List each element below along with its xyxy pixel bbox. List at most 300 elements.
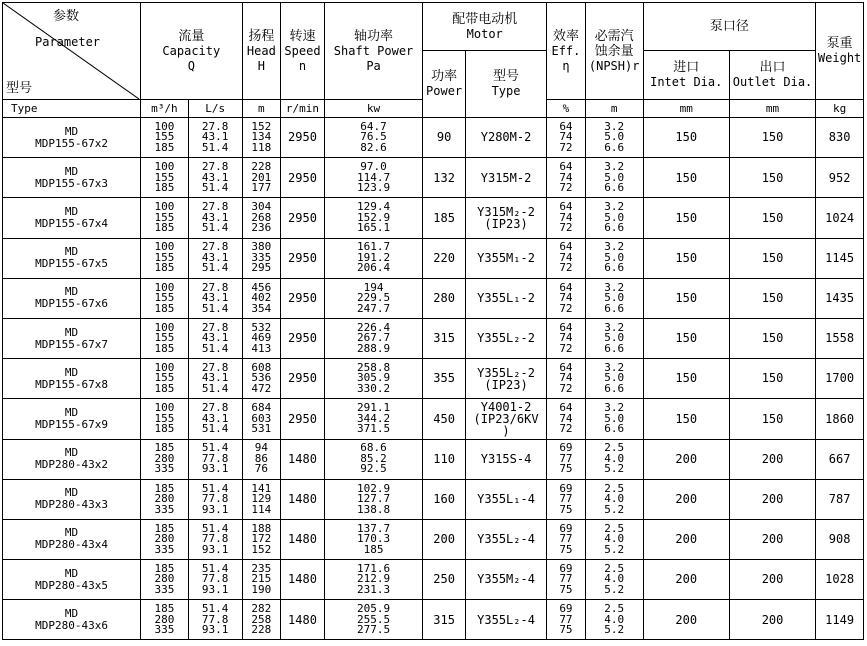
model-cell-line: MD	[64, 606, 79, 620]
efficiency-cell-line: 69	[559, 481, 573, 495]
efficiency-cell-line: 77	[559, 451, 573, 465]
capacity-ls-cell-line: 43.1	[201, 130, 229, 144]
shaft-power-cell	[324, 479, 422, 519]
spec-table-container	[2, 2, 864, 640]
capacity-m3h-cell-line: 185	[154, 181, 175, 195]
shaft-power-header	[324, 3, 422, 100]
capacity-ls-cell	[188, 519, 242, 559]
capacity-m3h-cell-line: 335	[154, 623, 175, 637]
motor-type-cell-line: Y355L₁-2	[477, 291, 535, 306]
npsh-cell-line: 2.5	[604, 521, 625, 535]
npsh-cell-line: 5.0	[604, 331, 625, 345]
npsh-cell	[585, 560, 643, 600]
head-cell-line: 86	[254, 451, 268, 465]
npsh-cell-line: 6.6	[604, 261, 625, 275]
efficiency-cell-line: 64	[559, 119, 573, 133]
head-cell	[242, 399, 281, 439]
table-row	[3, 359, 864, 399]
outlet-dia-cell	[729, 439, 815, 479]
unit-head: m	[242, 100, 281, 118]
table-row	[3, 118, 864, 158]
efficiency-cell-line: 77	[559, 492, 573, 506]
eff-en: Eff.	[551, 43, 581, 58]
weight-cell-line: 787	[828, 492, 851, 507]
model-cell	[3, 278, 141, 318]
efficiency-cell-line: 75	[559, 623, 573, 637]
table-body	[3, 118, 864, 640]
weight-zh: 泵重	[826, 36, 853, 51]
head-cell-line: 215	[251, 572, 272, 586]
motor-power-cell-line: 132	[433, 170, 455, 185]
inlet-dia-cell-line: 200	[675, 612, 698, 627]
capacity-m3h-cell	[141, 238, 189, 278]
capacity-m3h-cell	[141, 479, 189, 519]
capacity-m3h-cell-line: 100	[154, 320, 175, 334]
shaft-power-cell-line: 305.9	[356, 371, 391, 385]
weight-cell	[816, 359, 864, 399]
speed-cell-line: 1480	[288, 572, 317, 587]
capacity-ls-cell-line: 27.8	[201, 401, 229, 415]
motor-type-cell	[465, 118, 546, 158]
motor-type-cell-line: Y355L₂-4	[477, 532, 535, 547]
capacity-ls-cell-line: 43.1	[201, 331, 229, 345]
capacity-m3h-cell	[141, 560, 189, 600]
speed-en: Speed	[284, 43, 321, 58]
npsh-cell-line: 4.0	[604, 612, 625, 626]
capacity-ls-cell	[188, 600, 242, 640]
speed-cell	[281, 479, 325, 519]
capacity-m3h-cell-line: 155	[154, 170, 175, 184]
table-row	[3, 278, 864, 318]
npsh-cell	[585, 439, 643, 479]
head-en: Head	[246, 43, 276, 58]
shaft-power-cell	[324, 238, 422, 278]
speed-cell-line: 2950	[288, 130, 317, 145]
inlet-dia-cell-line: 200	[675, 492, 698, 507]
head-cell-line: 295	[251, 261, 272, 275]
speed-sym: n	[298, 58, 307, 73]
npsh-cell-line: 5.2	[604, 623, 625, 637]
npsh-cell-line: 6.6	[604, 422, 625, 436]
shaft-power-cell-line: 82.6	[360, 140, 387, 154]
model-cell	[3, 600, 141, 640]
motor-type-cell-line: Y355M₁-2	[477, 250, 535, 265]
inlet-dia-cell-line: 150	[675, 411, 698, 426]
capacity-m3h-cell	[141, 198, 189, 238]
motor-type-cell	[465, 238, 546, 278]
model-cell	[3, 399, 141, 439]
motor-power-cell	[423, 198, 466, 238]
table-row	[3, 238, 864, 278]
npsh-zh-1: 必需汽	[594, 28, 634, 44]
weight-cell	[816, 479, 864, 519]
speed-cell-line: 2950	[288, 291, 317, 306]
shaft-power-cell-line: 231.3	[356, 582, 391, 596]
capacity-ls-cell	[188, 439, 242, 479]
npsh-cell-line: 3.2	[604, 160, 625, 174]
model-cell	[3, 560, 141, 600]
speed-cell	[281, 399, 325, 439]
capacity-ls-cell	[188, 238, 242, 278]
shaft-power-cell-line: 291.1	[356, 401, 391, 415]
head-cell-line: 469	[251, 331, 272, 345]
npsh-cell-line: 6.6	[604, 341, 625, 355]
npsh-cell-line: 3.2	[604, 401, 625, 415]
unit-speed: r/min	[281, 100, 325, 118]
motor-type-cell	[465, 399, 546, 439]
motor-power-cell	[423, 359, 466, 399]
corner-header-cell	[3, 3, 141, 100]
unit-outlet: mm	[729, 100, 815, 118]
motor-type-cell	[465, 278, 546, 318]
shaft-power-cell-line: 255.5	[356, 612, 391, 626]
head-cell-line: 304	[251, 200, 272, 214]
motor-type-cell	[465, 318, 546, 358]
speed-cell-line: 2950	[288, 210, 317, 225]
motor-type-cell-line: )	[502, 423, 510, 438]
shaft-sym: Pa	[366, 58, 381, 73]
speed-cell-line: 2950	[288, 331, 317, 346]
speed-cell-line: 1480	[288, 451, 317, 466]
npsh-cell-line: 3.2	[604, 360, 625, 374]
shaft-power-cell	[324, 399, 422, 439]
capacity-m3h-cell	[141, 158, 189, 198]
speed-header	[281, 3, 325, 100]
outlet-dia-cell-line: 150	[761, 250, 784, 265]
efficiency-cell-line: 72	[559, 140, 573, 154]
efficiency-cell	[547, 318, 586, 358]
outlet-dia-cell	[729, 198, 815, 238]
unit-npsh: m	[585, 100, 643, 118]
table-row	[3, 318, 864, 358]
head-cell-line: 456	[251, 280, 272, 294]
npsh-en: (NPSH)r	[588, 58, 640, 73]
capacity-m3h-cell-line: 100	[154, 360, 175, 374]
efficiency-cell	[547, 439, 586, 479]
capacity-ls-cell-line: 77.8	[201, 532, 229, 546]
table-row	[3, 158, 864, 198]
efficiency-cell-line: 74	[559, 371, 573, 385]
inlet-dia-cell-line: 150	[675, 210, 698, 225]
motor-type-cell	[465, 479, 546, 519]
mtype-en: Type	[491, 84, 521, 98]
power-en: Power	[426, 84, 463, 98]
capacity-ls-cell-line: 43.1	[201, 371, 229, 385]
inlet-dia-cell	[643, 399, 729, 439]
capacity-m3h-cell-line: 185	[154, 422, 175, 436]
table-row	[3, 399, 864, 439]
shaft-power-cell-line: 267.7	[356, 331, 391, 345]
capacity-m3h-cell-line: 335	[154, 462, 175, 476]
speed-cell-line: 1480	[288, 532, 317, 547]
inlet-dia-cell-line: 150	[675, 130, 698, 145]
capacity-m3h-cell-line: 100	[154, 280, 175, 294]
model-cell-line: MDP155-67x4	[35, 216, 108, 230]
inlet-dia-cell	[643, 118, 729, 158]
capacity-m3h-cell-line: 155	[154, 291, 175, 305]
model-cell	[3, 118, 141, 158]
npsh-cell-line: 3.2	[604, 320, 625, 334]
motor-power-cell-line: 315	[433, 331, 455, 346]
outlet-dia-cell	[729, 600, 815, 640]
shaft-power-cell-line: 330.2	[356, 381, 391, 395]
table-row	[3, 479, 864, 519]
npsh-cell-line: 5.2	[604, 542, 625, 556]
inlet-dia-cell-line: 150	[675, 371, 698, 386]
head-cell-line: 603	[251, 411, 272, 425]
param-zh: 参数	[53, 9, 80, 24]
inlet-zh: 进口	[673, 60, 700, 75]
head-cell-line: 413	[251, 341, 272, 355]
efficiency-cell-line: 64	[559, 240, 573, 254]
weight-cell-line: 1435	[825, 291, 855, 306]
diameter-header	[643, 3, 816, 51]
outlet-dia-cell-line: 200	[761, 612, 784, 627]
shaft-power-cell-line: 137.7	[356, 521, 391, 535]
motor-type-cell	[465, 359, 546, 399]
capacity-ls-cell-line: 51.4	[201, 261, 229, 275]
efficiency-cell-line: 72	[559, 221, 573, 235]
motor-type-cell	[465, 158, 546, 198]
head-cell	[242, 359, 281, 399]
npsh-cell	[585, 278, 643, 318]
inlet-dia-cell	[643, 158, 729, 198]
motor-power-cell	[423, 600, 466, 640]
capacity-m3h-cell	[141, 278, 189, 318]
weight-cell	[816, 318, 864, 358]
motor-power-cell	[423, 318, 466, 358]
inlet-dia-cell	[643, 519, 729, 559]
shaft-power-cell-line: 288.9	[356, 341, 391, 355]
speed-cell-line: 2950	[288, 170, 317, 185]
shaft-power-cell-line: 205.9	[356, 602, 391, 616]
efficiency-cell	[547, 238, 586, 278]
shaft-power-cell-line: 102.9	[356, 481, 391, 495]
model-cell-line: MD	[64, 526, 79, 540]
motor-type-cell-line: Y315M-2	[480, 170, 532, 185]
shaft-power-cell	[324, 198, 422, 238]
efficiency-cell-line: 72	[559, 341, 573, 355]
head-cell-line: 531	[251, 422, 272, 436]
capacity-ls-cell-line: 27.8	[201, 160, 229, 174]
efficiency-cell-line: 69	[559, 602, 573, 616]
head-sym: H	[257, 58, 265, 73]
dia-zh: 泵口径	[709, 19, 749, 34]
model-cell-line: MDP280-43x4	[35, 538, 108, 552]
npsh-cell-line: 5.0	[604, 130, 625, 144]
inlet-dia-cell	[643, 278, 729, 318]
efficiency-cell-line: 72	[559, 301, 573, 315]
weight-cell-line: 1700	[825, 371, 855, 386]
capacity-en: Capacity	[162, 43, 221, 58]
capacity-m3h-cell-line: 155	[154, 331, 175, 345]
capacity-m3h-cell-line: 280	[154, 532, 175, 546]
shaft-power-cell-line: 85.2	[360, 451, 387, 465]
head-cell	[242, 238, 281, 278]
shaft-power-cell-line: 206.4	[356, 261, 391, 275]
npsh-cell	[585, 318, 643, 358]
outlet-dia-cell	[729, 359, 815, 399]
motor-type-cell	[465, 198, 546, 238]
npsh-cell-line: 6.6	[604, 140, 625, 154]
inlet-dia-cell	[643, 600, 729, 640]
weight-cell-line: 952	[828, 170, 851, 185]
capacity-m3h-cell-line: 185	[154, 381, 175, 395]
head-cell	[242, 158, 281, 198]
model-cell-line: MD	[64, 285, 79, 299]
head-cell	[242, 479, 281, 519]
capacity-m3h-cell-line: 185	[154, 261, 175, 275]
motor-power-cell-line: 90	[436, 130, 452, 145]
head-cell-line: 268	[251, 210, 272, 224]
shaft-power-cell-line: 185	[363, 542, 384, 556]
npsh-cell-line: 6.6	[604, 301, 625, 315]
inlet-header	[643, 51, 729, 100]
efficiency-cell-line: 74	[559, 130, 573, 144]
capacity-ls-cell-line: 51.4	[201, 422, 229, 436]
shaft-power-cell-line: 191.2	[356, 250, 391, 264]
outlet-header	[729, 51, 815, 100]
efficiency-cell	[547, 560, 586, 600]
outlet-dia-cell-line: 150	[761, 130, 784, 145]
npsh-cell-line: 3.2	[604, 200, 625, 214]
motor-power-cell	[423, 158, 466, 198]
npsh-cell-line: 2.5	[604, 561, 625, 575]
capacity-ls-cell-line: 51.4	[201, 602, 229, 616]
weight-en: Weight	[817, 51, 862, 65]
npsh-cell-line: 5.2	[604, 462, 625, 476]
unit-q-m3h: m³/h	[141, 100, 189, 118]
weight-cell-line: 667	[828, 451, 851, 466]
weight-cell-line: 1145	[825, 250, 855, 265]
shaft-power-cell-line: 97.0	[360, 160, 387, 174]
efficiency-cell	[547, 399, 586, 439]
capacity-m3h-cell-line: 280	[154, 572, 175, 586]
npsh-cell	[585, 118, 643, 158]
shaft-power-cell-line: 171.6	[356, 561, 391, 575]
model-cell	[3, 479, 141, 519]
capacity-sym: Q	[187, 58, 195, 73]
model-cell-line: MD	[64, 446, 79, 460]
unit-inlet: mm	[643, 100, 729, 118]
efficiency-cell-line: 72	[559, 181, 573, 195]
inlet-dia-cell-line: 200	[675, 532, 698, 547]
shaft-power-cell-line: 344.2	[356, 411, 391, 425]
model-cell	[3, 439, 141, 479]
shaft-power-cell-line: 161.7	[356, 240, 391, 254]
shaft-power-cell-line: 123.9	[356, 181, 391, 195]
head-cell-line: 114	[251, 502, 272, 516]
motor-power-cell-line: 280	[433, 291, 455, 306]
npsh-cell-line: 3.2	[604, 240, 625, 254]
efficiency-cell-line: 77	[559, 612, 573, 626]
capacity-m3h-cell-line: 155	[154, 371, 175, 385]
motor-power-cell-line: 110	[433, 451, 455, 466]
capacity-m3h-cell-line: 185	[154, 481, 175, 495]
capacity-m3h-cell-line: 335	[154, 502, 175, 516]
unit-q-ls: L/s	[188, 100, 242, 118]
capacity-m3h-cell-line: 280	[154, 612, 175, 626]
model-cell-line: MDP155-67x6	[35, 297, 108, 311]
motor-power-header	[423, 51, 466, 118]
corner-diagonal	[3, 3, 140, 99]
shaft-power-cell	[324, 318, 422, 358]
motor-type-cell-line: (IP23)	[484, 377, 528, 392]
npsh-cell-line: 6.6	[604, 381, 625, 395]
efficiency-cell	[547, 278, 586, 318]
head-cell-line: 94	[254, 441, 268, 455]
efficiency-cell	[547, 198, 586, 238]
mtype-zh: 型号	[493, 69, 520, 84]
capacity-ls-cell-line: 27.8	[201, 240, 229, 254]
motor-type-cell	[465, 439, 546, 479]
capacity-m3h-cell	[141, 318, 189, 358]
head-cell-line: 472	[251, 381, 272, 395]
shaft-power-cell-line: 194	[363, 280, 384, 294]
capacity-m3h-cell-line: 185	[154, 521, 175, 535]
model-cell-line: MD	[64, 486, 79, 500]
capacity-ls-cell-line: 43.1	[201, 170, 229, 184]
motor-power-cell	[423, 519, 466, 559]
head-cell-line: 188	[251, 521, 272, 535]
capacity-ls-cell	[188, 318, 242, 358]
model-cell-line: MD	[64, 245, 79, 259]
capacity-m3h-cell-line: 155	[154, 130, 175, 144]
motor-power-cell-line: 220	[433, 250, 455, 265]
weight-cell-line: 1024	[825, 210, 855, 225]
capacity-ls-cell-line: 51.4	[201, 221, 229, 235]
table-row	[3, 600, 864, 640]
shaft-en: Shaft Power	[333, 43, 414, 58]
model-cell-line: MD	[64, 325, 79, 339]
shaft-power-cell-line: 212.9	[356, 572, 391, 586]
head-zh: 扬程	[248, 28, 275, 44]
capacity-ls-cell-line: 27.8	[201, 320, 229, 334]
head-cell-line: 536	[251, 371, 272, 385]
npsh-cell-line: 6.6	[604, 221, 625, 235]
shaft-power-cell-line: 258.8	[356, 360, 391, 374]
npsh-cell-line: 5.0	[604, 411, 625, 425]
capacity-m3h-cell-line: 185	[154, 602, 175, 616]
motor-power-cell	[423, 238, 466, 278]
capacity-ls-cell-line: 51.4	[201, 481, 229, 495]
efficiency-cell-line: 64	[559, 320, 573, 334]
model-cell-line: MD	[64, 405, 79, 419]
model-cell-line: MD	[64, 365, 79, 379]
capacity-ls-cell-line: 27.8	[201, 200, 229, 214]
weight-cell-line: 830	[828, 130, 851, 145]
head-cell-line: 190	[251, 582, 272, 596]
motor-type-cell-line: Y355M₂-4	[477, 572, 535, 587]
shaft-power-cell	[324, 600, 422, 640]
capacity-m3h-cell-line: 185	[154, 301, 175, 315]
motor-power-cell-line: 160	[433, 492, 455, 507]
outlet-dia-cell	[729, 560, 815, 600]
npsh-cell-line: 4.0	[604, 492, 625, 506]
npsh-cell-line: 4.0	[604, 572, 625, 586]
motor-type-cell-line: Y280M-2	[480, 130, 532, 145]
npsh-cell	[585, 158, 643, 198]
speed-cell	[281, 278, 325, 318]
motor-type-cell-line: Y355L₂-4	[477, 612, 535, 627]
outlet-en: Outlet Dia.	[732, 75, 813, 89]
speed-cell-line: 2950	[288, 250, 317, 265]
weight-cell	[816, 278, 864, 318]
capacity-m3h-cell-line: 335	[154, 582, 175, 596]
motor-type-cell	[465, 560, 546, 600]
head-cell-line: 152	[251, 119, 272, 133]
motor-power-cell	[423, 399, 466, 439]
